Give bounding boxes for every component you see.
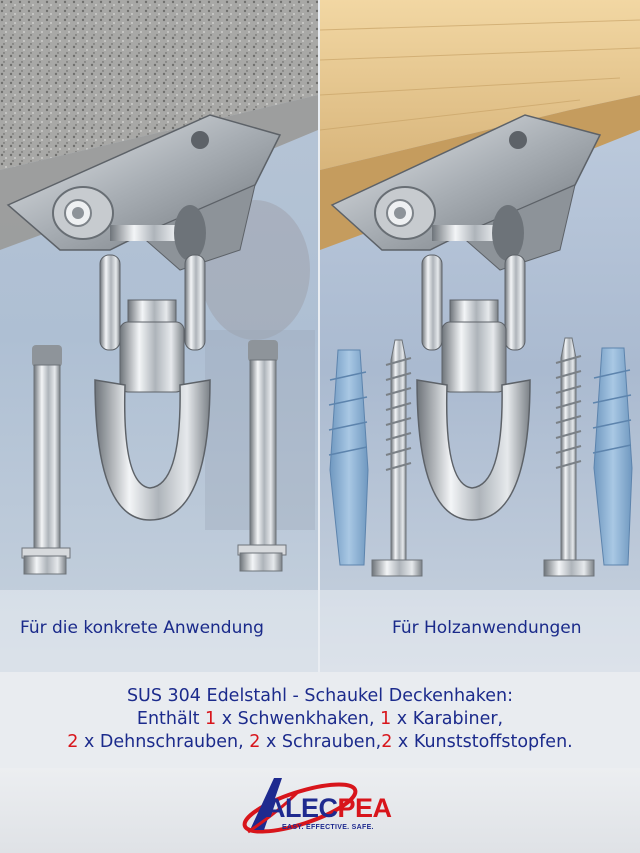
quantity-highlight: 1 [380,709,392,729]
concrete-caption: Für die konkrete Anwendung [20,618,264,638]
info-title: SUS 304 Edelstahl - Schaukel Deckenhaken: [126,686,514,706]
plastic-dowel-icon [593,348,632,565]
expansion-bolt-icon [22,345,70,574]
info-text: x Dehnschrauben, [78,732,250,752]
quantity-highlight: 2 [249,732,261,752]
wood-panel [320,0,640,672]
concrete-scene [0,0,318,672]
lag-screw-icon [372,340,422,576]
wood-scene [320,0,640,672]
brand-name [266,793,392,824]
info-contents-line-2 [0,731,640,754]
brand-tagline: EASY. EFFECTIVE. SAFE. [282,824,374,831]
quantity-highlight: 2 [381,732,393,752]
info-text: x Karabiner, [391,709,504,729]
info-text: x Kunststoffstopfen. [392,732,573,752]
lag-screw-icon [544,338,594,576]
info-text: x Schwenkhaken, [216,709,381,729]
product-info [0,672,640,768]
info-text: Enthält [136,709,206,729]
info-text: x Schrauben, [260,732,382,752]
brand-name-part-1: ALEC [266,793,338,823]
info-contents-line-1 [0,708,640,731]
plastic-dowel-icon [329,350,368,565]
wood-caption: Für Holzanwendungen [392,618,582,638]
brand-name-part-2: PEA [337,793,392,823]
quantity-highlight: 1 [205,709,217,729]
quantity-highlight: 2 [67,732,79,752]
concrete-panel [0,0,318,672]
